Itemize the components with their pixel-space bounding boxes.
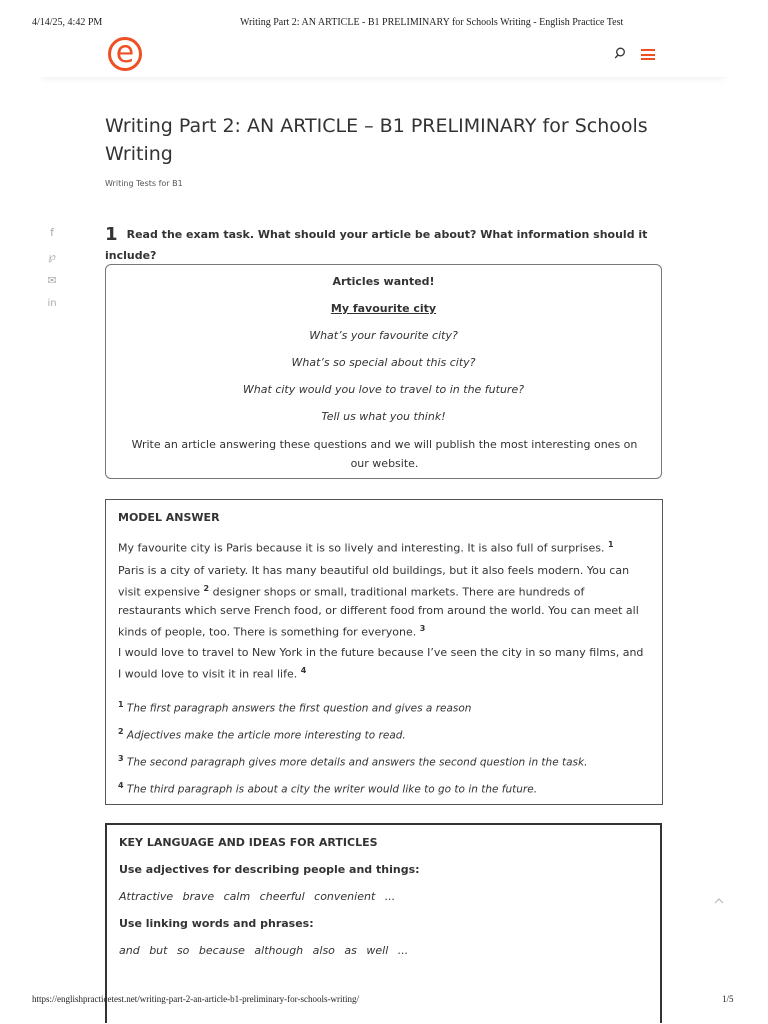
exercise-instruction: Read the exam task. What should your article be about? What information should it include? [105, 228, 648, 262]
model-note: $^4$ The third paragraph is about a city the writer would like to go to in the future. [118, 781, 538, 796]
model-answer-label: MODEL ANSWER [118, 511, 220, 524]
task-instruction: Write an article answering these questions and we will publish the most interesting ones on our website. [131, 438, 638, 470]
scroll-to-top-icon[interactable] [713, 895, 725, 907]
model-paragraph-2: Paris is a city of variety. It has many beautiful old buildings, but it also feels modern. You can visit expensive $^2$ designer shops or small, traditional markets. There are hundreds of restaurants which serve French food, or different food from around the world. You can meet all kinds of people, too. There is something for everyone. $^3$ [118, 564, 639, 639]
model-note: $^3$ The second paragraph gives more details and answers the second question in the task. [118, 754, 588, 769]
site-header [36, 33, 730, 77]
model-paragraph-3: I would love to travel to New York in the future because I’ve seen the city in so many films, and I would love to visit it in real life. $^4$ [118, 646, 644, 681]
print-page-number: 1/5 [722, 994, 734, 1004]
exercise-question [105, 224, 675, 264]
key-language-box [105, 823, 662, 1023]
task-subheading: My favourite city [330, 302, 437, 315]
pinterest-icon[interactable]: ℘ [48, 250, 56, 263]
linking-words-list: and but so because although also as well ... [119, 944, 409, 957]
email-icon[interactable]: ✉ [47, 274, 57, 287]
print-footer [0, 994, 768, 1008]
task-question: What’s your favourite city? [309, 329, 458, 342]
adjectives-list: Attractive brave calm cheerful convenient ... [119, 890, 396, 903]
print-date: 4/14/25, 4:42 PM [32, 17, 103, 28]
adjectives-label: Use adjectives for describing people and things: [119, 863, 420, 876]
model-paragraph-1: My favourite city is Paris because it is so lively and interesting. It is also full of surprises. $^1$ [118, 540, 614, 555]
model-answer-box [105, 499, 663, 805]
facebook-icon[interactable]: f [50, 226, 54, 239]
linkedin-icon[interactable]: in [47, 298, 57, 309]
task-question: Tell us what you think! [321, 410, 446, 423]
print-url: https://englishpracticetest.net/writing-part-2-an-article-b1-preliminary-for-schools-writing/ [32, 994, 359, 1004]
model-note: $^1$ The first paragraph answers the first question and gives a reason [118, 700, 472, 715]
print-header [0, 17, 768, 31]
print-doc-title: Writing Part 2: AN ARTICLE - B1 PRELIMINARY for Schools Writing - English Practice Test [240, 17, 624, 28]
page-title: Writing Part 2: AN ARTICLE – B1 PRELIMINARY for Schools Writing [105, 115, 648, 165]
hamburger-menu-icon[interactable] [641, 49, 655, 60]
exercise-number: 1 [105, 224, 118, 245]
model-note: $^2$ Adjectives make the article more interesting to read. [118, 727, 406, 742]
key-language-label: KEY LANGUAGE AND IDEAS FOR ARTICLES [119, 836, 378, 849]
exam-task-box [105, 264, 662, 479]
task-heading: Articles wanted! [332, 275, 435, 288]
linking-words-label: Use linking words and phrases: [119, 917, 314, 930]
category-link[interactable]: Writing Tests for B1 [105, 179, 183, 188]
site-logo[interactable]: e [108, 37, 142, 71]
task-question: What city would you love to travel to in the future? [242, 383, 525, 396]
search-icon[interactable] [614, 47, 626, 59]
social-share-rail [45, 226, 59, 322]
task-question: What’s so special about this city? [291, 356, 476, 369]
